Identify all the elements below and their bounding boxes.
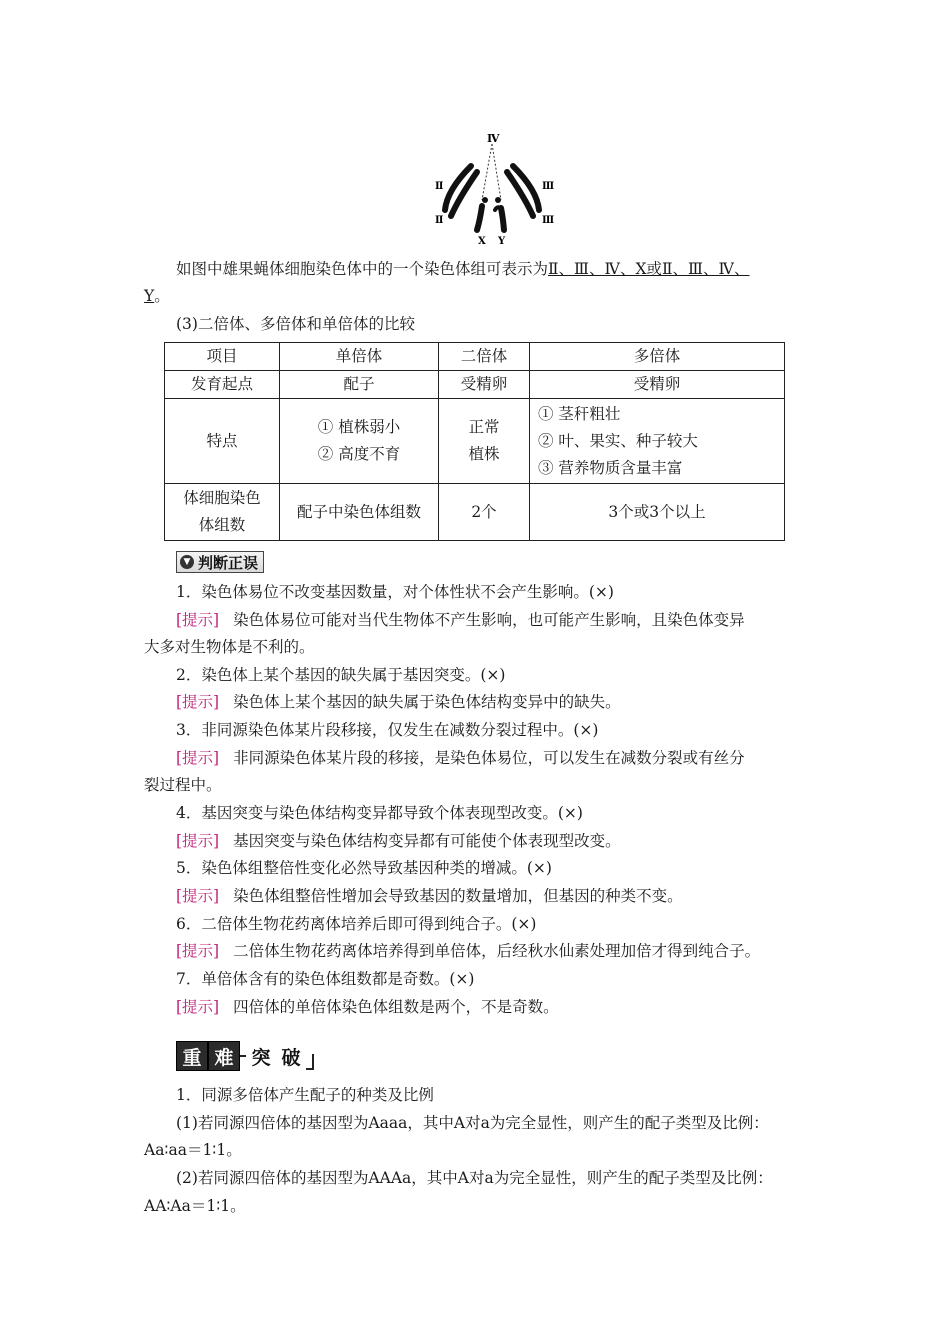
header-polyploid: 多倍体 (530, 343, 785, 371)
key-points-badge (176, 1041, 314, 1071)
intro-text: 如图中雄果蝇体细胞染色体中的一个染色体组可表示为 (176, 260, 549, 278)
hint-text: 非同源染色体某片段的移接，是染色体易位，可以发生在减数分裂或有丝分 (233, 749, 745, 767)
hint-label: [提示] (176, 998, 220, 1016)
table-row-features (165, 399, 785, 484)
diploid-feature-1: 正常 (468, 418, 500, 436)
hint-text: 四倍体的单倍体染色体组数是两个，不是奇数。 (233, 998, 559, 1016)
key-badge-char-4: 破 (276, 1042, 306, 1070)
label-iii-bottom: Ⅲ (542, 215, 555, 226)
judgment-2: 2．染色体上某个基因的缺失属于基因突变。(×) (176, 666, 506, 684)
cell-features-polyploid (530, 399, 785, 484)
haploid-feature-1: ① 植株弱小 (317, 418, 401, 436)
key-title: 1．同源多倍体产生配子的种类及比例 (176, 1086, 434, 1104)
key-badge-char-1: 重 (176, 1041, 208, 1071)
judgment-4: 4．基因突变与染色体结构变异都导致个体表现型改变。(×) (176, 804, 583, 822)
polyploid-feature-1: ① 茎秆粗壮 (538, 404, 621, 423)
hint-text: 染色体上某个基因的缺失属于染色体结构变异中的缺失。 (233, 693, 621, 711)
judgment-5: 5．染色体组整倍性变化必然导致基因种类的增减。(×) (176, 859, 552, 877)
hint-7-line-1 (176, 996, 559, 1018)
label-y: Y (498, 236, 506, 247)
hint-text: 二倍体生物花药离体培养得到单倍体，后经秋水仙素处理加倍才得到纯合子。 (233, 942, 761, 960)
section3-title: (3)二倍体、多倍体和单倍体的比较 (176, 315, 415, 333)
table-row-count (165, 484, 785, 541)
cell-count-polyploid: 3个或3个以上 (530, 484, 785, 541)
hint-6-line-1 (176, 940, 760, 962)
judgment-7: 7．单倍体含有的染色体组数都是奇数。(×) (176, 970, 475, 988)
hint-label: [提示] (176, 749, 220, 767)
hint-5-line-1 (176, 885, 683, 907)
cell-features-haploid (280, 399, 439, 484)
cell-origin-label: 发育起点 (165, 371, 280, 399)
ploidy-comparison-table (164, 342, 785, 541)
key-p1-line-2: Aa∶aa＝1∶1。 (144, 1141, 242, 1159)
count-label-2: 体组数 (198, 516, 246, 534)
cell-features-diploid (439, 399, 530, 484)
hint-label: [提示] (176, 942, 220, 960)
polyploid-feature-3: ③ 营养物质含量丰富 (538, 458, 683, 477)
label-x: X (478, 236, 486, 247)
header-diploid: 二倍体 (439, 343, 530, 371)
haploid-feature-2: ② 高度不育 (317, 445, 401, 463)
chromosome-figure (425, 128, 565, 248)
hint-1-line-2: 大多对生物体是不利的。 (144, 638, 315, 656)
hint-text: 染色体易位可能对当代生物体不产生影响，也可能产生影响，且染色体变异 (233, 611, 745, 629)
intro-answer-1: Ⅱ、Ⅲ、Ⅳ、X或Ⅱ、Ⅲ、Ⅳ、 (548, 260, 750, 278)
label-iii-top: Ⅲ (542, 181, 555, 192)
judgment-1: 1．染色体易位不改变基因数量，对个体性状不会产生影响。(×) (176, 583, 614, 601)
key-badge-tail (306, 1054, 314, 1070)
chevron-down-icon: ▼ (180, 555, 194, 569)
key-p2-line-1: (2)若同源四倍体的基因型为AAAa，其中A对a为完全显性，则产生的配子类型及比例： (176, 1169, 773, 1187)
hint-label: [提示] (176, 611, 220, 629)
intro-line-2 (144, 285, 170, 307)
polyploid-feature-2: ② 叶、果实、种子较大 (538, 431, 698, 450)
judge-badge (176, 551, 264, 573)
hint-label: [提示] (176, 693, 220, 711)
hint-1-line-1 (176, 609, 745, 631)
header-item: 项目 (165, 343, 280, 371)
key-badge-char-3: 突 (246, 1042, 276, 1070)
hint-3-line-2: 裂过程中。 (144, 776, 222, 794)
hint-3-line-1 (176, 747, 745, 769)
hint-text: 基因突变与染色体结构变异都有可能使个体表现型改变。 (233, 832, 621, 850)
key-p2-line-2: AA∶Aa＝1∶1。 (144, 1197, 246, 1215)
header-haploid: 单倍体 (280, 343, 439, 371)
table-header-row (165, 343, 785, 371)
count-label-1: 体细胞染色 (183, 489, 261, 507)
label-ii-bottom: Ⅱ (435, 215, 444, 226)
hint-label: [提示] (176, 887, 220, 905)
cell-origin-polyploid: 受精卵 (530, 371, 785, 399)
cell-features-label: 特点 (165, 399, 280, 484)
chromosome-diagram (425, 128, 565, 248)
cell-origin-haploid: 配子 (280, 371, 439, 399)
table-row-origin (165, 371, 785, 399)
intro-line-1 (176, 258, 750, 280)
key-p1-line-1: (1)若同源四倍体的基因型为Aaaa，其中A对a为完全显性，则产生的配子类型及比例： (176, 1114, 769, 1132)
cell-count-haploid: 配子中染色体组数 (280, 484, 439, 541)
judge-badge-label: 判断正误 (198, 553, 259, 572)
label-iv: Ⅳ (487, 132, 500, 145)
cell-count-diploid: 2个 (439, 484, 530, 541)
intro-end: 。 (154, 287, 170, 305)
hint-text: 染色体组整倍性增加会导致基因的数量增加，但基因的种类不变。 (233, 887, 683, 905)
cell-count-label (165, 484, 280, 541)
intro-answer-2: Y (144, 287, 155, 305)
judgment-3: 3．非同源染色体某片段移接，仅发生在减数分裂过程中。(×) (176, 721, 599, 739)
label-ii-top: Ⅱ (435, 181, 444, 192)
key-badge-char-2: 难 (208, 1041, 240, 1071)
cell-origin-diploid: 受精卵 (439, 371, 530, 399)
hint-label: [提示] (176, 832, 220, 850)
hint-2-line-1 (176, 691, 621, 713)
diploid-feature-2: 植株 (468, 445, 500, 463)
hint-4-line-1 (176, 830, 621, 852)
judgment-6: 6．二倍体生物花药离体培养后即可得到纯合子。(×) (176, 915, 537, 933)
